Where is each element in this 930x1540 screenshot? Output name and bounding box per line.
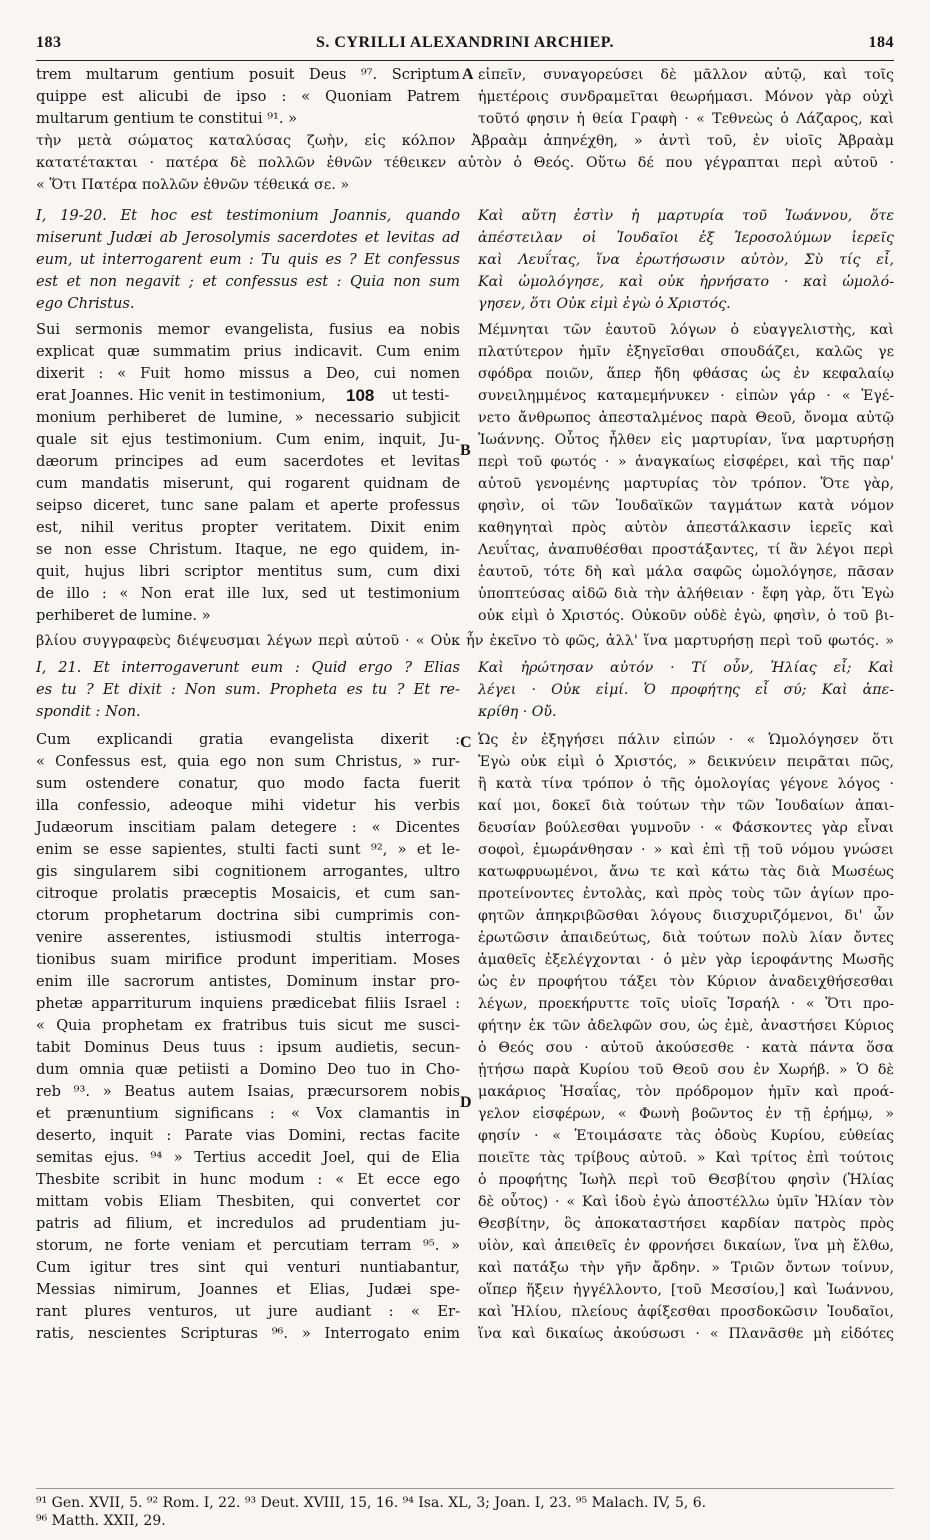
greek-line: εἰπεῖν, συναγορεύσει δὲ μᾶλλον αὐτῷ, καὶ τοῖς (478, 67, 894, 83)
greek-line: τοῦτό φησιν ἡ θεία Γραφὴ · « Τεθνεὼς ὁ Λάζαρος, καὶ (478, 111, 894, 127)
greek-line: λέγων, προεκήρυττε τοῖς υἱοῖς Ἰσραήλ · « Ὅτι προ- (478, 996, 894, 1012)
latin-line: deserto, inquit : Parate vias Domini, rectas facite (36, 1127, 460, 1144)
column-number: 108 (346, 386, 375, 405)
latin-line: seipso diceret, tunc sane palam et aperte professus (36, 497, 460, 514)
greek-line: Λευΐτας, ἀναπυθέσθαι προστάξαντες, τί ἂν λέγοι περὶ (478, 542, 894, 558)
latin-line: venire asserentes, istiusmodi stultis interroga- (36, 929, 460, 946)
latin-line: phetæ apparriturum inquiens prædicebat filiis Israel : (36, 995, 460, 1012)
latin-line: storum, ne forte veniam et percutiam terram ⁹⁵. » (36, 1237, 460, 1254)
header-rule (36, 60, 894, 61)
latin-line: ratis, nescientes Scripturas ⁹⁶. » Interrogato enim (36, 1325, 460, 1342)
greek-line: σφόδρα ποιῶν, ἅπερ ἤδη φθάσας ὡς ἐν κεφαλαίῳ (478, 366, 894, 382)
latin-line: Cum explicandi gratia evangelista dixerit : (36, 731, 460, 748)
latin-line: « Confessus est, quia ego non sum Christus, » rur- (36, 753, 460, 770)
greek-line: φησίν · « Ἑτοιμάσατε τὰς ὁδοὺς Κυρίου, εὐθείας (478, 1128, 894, 1144)
greek-line: καθηγηταὶ πρὸς αὐτὸν ἀπεστάλκασιν ἱερεῖς καὶ (478, 520, 894, 536)
latin-line: perhiberet de lumine. » (36, 607, 211, 624)
page-number-left: 183 (36, 34, 62, 51)
footnote-rule (36, 1488, 894, 1489)
greek-line: Θεσβίτην, ὃς ἀποκαταστήσει καρδίαν πατρὸς πρὸς (478, 1216, 894, 1232)
greek-line: συνειλημμένος καταμεμήνυκεν · εἰπὼν γάρ · « Ἐγέ- (478, 388, 894, 404)
greek-line: καί μοι, δοκεῖ διὰ τούτων τὴν τῶν Ἰουδαίων ἀπαι- (478, 798, 894, 814)
section-marker-a: A (462, 66, 474, 83)
lemma-line: es tu ? Et dixit : Non sum. Propheta es tu ? Et re- (36, 681, 460, 698)
greek-line: Ἐγὼ οὐκ εἰμὶ ὁ Χριστός, » δεικνύειν πειρᾶται πῶς, (478, 754, 894, 770)
greek-line: Μέμνηται τῶν ἑαυτοῦ λόγων ὁ εὐαγγελιστὴς, καὶ (478, 322, 894, 338)
lemma-line: eum, ut interrogarent eum : Tu quis es ? Et confessus (36, 251, 460, 268)
latin-line: Judæorum inscitiam palam detegere : « Dicentes (36, 819, 460, 836)
greek-line: ἑαυτοῦ, τότε δὴ καὶ μάλα σαφῶς ὡμολόγησε, πᾶσαν (478, 564, 894, 580)
greek-line: δευσίαν βούλεσθαι γυμνοῦν · « Φάσκοντες γὰρ εἶναι (478, 820, 894, 836)
lemma-line: miserunt Judæi ab Jerosolymis sacerdotes et levitas ad (36, 229, 460, 246)
greek-line: ἀμαθεῖς ἐξελέγχονται · ὁ μὲν γὰρ ἱεροφάντης Μωσῆς (478, 952, 894, 968)
latin-line-fragment: ut testi- (392, 387, 450, 404)
latin-line: erat Joannes. Hic venit in testimonium, (36, 387, 326, 404)
latin-line: trem multarum gentium posuit Deus ⁹⁷. Scriptum (36, 66, 460, 83)
greek-line: καὶ Ἠλίου, πλείους ἀφίξεσθαι προσδοκῶσιν Ἰουδαῖοι, (478, 1304, 894, 1320)
latin-line: monium perhiberet de lumine, » necessario subjicit (36, 409, 460, 426)
latin-line: se non esse Christum. Itaque, ne ego quidem, in- (36, 541, 460, 558)
greek-lemma-line: λέγει · Οὐκ εἰμί. Ὁ προφήτης εἶ σύ; Καὶ ἀπε- (478, 682, 894, 698)
greek-lemma-line: ἀπέστειλαν οἱ Ἰουδαῖοι ἐξ Ἱεροσολύμων ἱερεῖς (478, 230, 894, 246)
full-width-line: « Ὅτι Πατέρα πολλῶν ἐθνῶν τέθεικά σε. » (36, 177, 350, 193)
greek-lemma-line: κρίθη · Οὔ. (478, 704, 557, 720)
section-marker-c: C (460, 734, 472, 751)
greek-line: νετο ἄνθρωπος ἀπεσταλμένος παρὰ Θεοῦ, ὄνομα αὐτῷ (478, 410, 894, 426)
latin-line: enim se esse sapientes, stulti facti sunt ⁹², » et le- (36, 841, 460, 858)
page-header (36, 34, 894, 58)
latin-line: rant plures venturos, ut jure audiant : « Er- (36, 1303, 460, 1320)
lemma-line: I, 19-20. Et hoc est testimonium Joannis, quando (36, 207, 460, 224)
latin-line: dixerit : « Fuit homo missus a Deo, cui nomen (36, 365, 460, 382)
latin-line: Sui sermonis memor evangelista, fusius ea nobis (36, 321, 460, 338)
full-width-line: τὴν μετὰ σώματος καταλύσας ζωὴν, εἰς κόλπον Ἀβραὰμ ἀπηνέχθη, » ἀντὶ τοῦ, ἐν υἱοῖς Ἀβραὰμ (36, 133, 894, 149)
latin-line: de illo : « Non erat ille lux, sed ut testimonium (36, 585, 460, 602)
greek-line: υἱὸν, καὶ ἀπειθεῖς ἐν φρονήσει δικαίων, ἵνα μὴ ἔλθω, (478, 1238, 894, 1254)
full-width-line: κατατέτακται · πατέρα δὲ πολλῶν ἐθνῶν τέθεικεν αὐτὸν ὁ Θεός. Οὕτω δέ που γέγραπται περὶ αὐτοῦ · (36, 155, 894, 171)
latin-line: ctorum prophetarum doctrina sibi cumprimis con- (36, 907, 460, 924)
greek-line: περὶ τοῦ φωτός · » ἀναγκαίως εἰσφέρει, καὶ τῆς παρ' (478, 454, 894, 470)
latin-line: sum ostendere conatur, quo modo facta fuerit (36, 775, 460, 792)
greek-line: ποιεῖτε τὰς τρίβους αὐτοῦ. » Καὶ τρίτος ἐπὶ τούτοις (478, 1150, 894, 1166)
greek-line: σοφοὶ, ἐμωράνθησαν · » καὶ ἐπὶ τῇ τοῦ νόμου γνώσει (478, 842, 894, 858)
greek-line: ἢ κατὰ τίνα τρόπον ὁ τῆς ὁμολογίας γέγονε λόγος · (478, 776, 894, 792)
latin-line: mittam vobis Eliam Thesbiten, qui convertet cor (36, 1193, 460, 1210)
latin-line: Cum igitur tres sint qui venturi nuntiabantur, (36, 1259, 460, 1276)
footnote-line: ⁹⁶ Matth. XXII, 29. (36, 1513, 166, 1529)
greek-line: ᾐτήσω παρὰ Κυρίου τοῦ Θεοῦ σου ἐν Χωρήβ. » Ὁ δὲ (478, 1062, 894, 1078)
latin-line: dum omnia quæ petiisti a Domino Deo tuo in Cho- (36, 1061, 460, 1078)
greek-line: φήτην ἐκ τῶν ἀδελφῶν σου, ὡς ἐμὲ, ἀναστήσει Κύριος (478, 1018, 894, 1034)
greek-line: ἐρωτῶσιν ἀπαιδεύτως, διὰ τούτων πολὺ λίαν ὄντες (478, 930, 894, 946)
greek-line: Ἰωάννης. Οὗτος ἦλθεν εἰς μαρτυρίαν, ἵνα μαρτυρήσῃ (478, 432, 894, 448)
latin-line: « Quia prophetam ex fratribus tuis sicut me susci- (36, 1017, 460, 1034)
full-width-line: βλίου συγγραφεὺς διέψευσμαι λέγων περὶ αὐτοῦ · « Οὐκ ἦν ἐκεῖνο τὸ φῶς, ἀλλ' ἵνα μαρτυρήσῃ περὶ τοῦ φωτός. » (36, 633, 894, 649)
page-number-right: 184 (868, 34, 894, 51)
latin-line: enim ille sacrorum antistes, Dominum instar pro- (36, 973, 460, 990)
latin-line: illa confessio, adeoque mihi videtur his verbis (36, 797, 460, 814)
lemma-line: spondit : Non. (36, 703, 141, 720)
greek-line: πλατύτερον ἡμῖν ἐξηγεῖσθαι σπουδάζει, καλῶς γε (478, 344, 894, 360)
greek-line: ὁ Θεός σου · αὐτοῦ ἀκούσεσθε · κατὰ πάντα ὅσα (478, 1040, 894, 1056)
latin-line: dæorum principes ad eum sacerdotes et levitas (36, 453, 460, 470)
greek-line: Ὡς ἐν ἐξηγήσει πάλιν εἰπών · « Ὡμολόγησεν ὅτι (478, 732, 894, 748)
latin-line: Messias nimirum, Joannes et Elias, Judæi spe- (36, 1281, 460, 1298)
lemma-line: I, 21. Et interrogaverunt eum : Quid ergo ? Elias (36, 659, 460, 676)
latin-line: est, nihil veritus propter veritatem. Dixit enim (36, 519, 460, 536)
latin-line: semitas ejus. ⁹⁴ » Tertius accedit Joel, qui de Elia (36, 1149, 460, 1166)
greek-line: ἵνα καὶ δικαίως ἀκούσωσι · « Πλανᾶσθε μὴ εἰδότες (478, 1326, 894, 1342)
latin-line: gis singularem sibi cognitionem arrogantes, ultro (36, 863, 460, 880)
lemma-line: ego Christus. (36, 295, 135, 312)
greek-line: γελον εἰσφέρων, « Φωνὴ βοῶντος ἐν τῇ ἐρήμῳ, » (478, 1106, 894, 1122)
greek-line: ἡμετέροις συνδραμεῖται θεωρήμασι. Μόνον γὰρ οὐχὶ (478, 89, 894, 105)
latin-line: cum mandatis miserunt, qui rogarent quidnam de (36, 475, 460, 492)
latin-line: multarum gentium te constitui ⁹¹. » (36, 110, 298, 127)
greek-line: προτείνοντες ἐντολὰς, καὶ πρὸς τοὺς τῶν ἁγίων προ- (478, 886, 894, 902)
latin-line: quale sit ejus testimonium. Cum enim, inquit, Ju- (36, 431, 460, 448)
greek-lemma-line: γησεν, ὅτι Οὐκ εἰμὶ ἐγὼ ὁ Χριστός. (478, 296, 731, 312)
greek-line: οἵπερ ἥξειν ἠγγέλλοντο, [τοῦ Μεσσίου,] καὶ Ἰωάννου, (478, 1282, 894, 1298)
latin-line: reb ⁹³. » Beatus autem Isaias, præcursorem nobis (36, 1083, 460, 1100)
greek-line: μακάριος Ἡσαΐας, τὸν πρόδρομον ἡμῖν καὶ προά- (478, 1084, 894, 1100)
greek-lemma-line: Καὶ αὕτη ἐστὶν ἡ μαρτυρία τοῦ Ἰωάννου, ὅτε (478, 208, 894, 224)
greek-line: αὐτοῦ γενομένης μαρτυρίας τὸν τρόπον. Ὅτε γὰρ, (478, 476, 894, 492)
greek-line: ὡς ἐν προφήτου τάξει τὸν Κύριον ἀναδειχθήσεσθαι (478, 974, 894, 990)
greek-line: ὑποπτεύσας αἰδῶ διὰ τὴν ἀλήθειαν · ἔφη γὰρ, ὅτι Ἐγὼ (478, 586, 894, 602)
latin-line: tionibus suam mirifice produnt imperitiam. Moses (36, 951, 460, 968)
greek-line: κατωφρυωμένοι, ἄνω τε καὶ κάτω τὰς διὰ Μωσέως (478, 864, 894, 880)
greek-line: οὐκ εἰμὶ ὁ Χριστός. Οὐκοῦν οὐδὲ ἐγὼ, φησὶν, ὁ τοῦ βι- (478, 608, 894, 624)
greek-line: δὲ οὗτος) · « Καὶ ἰδοὺ ἐγὼ ἀποστέλλω ὑμῖν Ἠλίαν τὸν (478, 1194, 894, 1210)
greek-lemma-line: καὶ Λευΐτας, ἵνα ἐρωτήσωσιν αὐτὸν, Σὺ τίς εἶ, (478, 252, 894, 268)
latin-line: tabit Dominus Deus tuus : ipsum audietis, secun- (36, 1039, 460, 1056)
latin-line: quit, hujus libri scriptor mentitus sum, cum dixi (36, 563, 460, 580)
section-marker-b: B (460, 442, 471, 459)
greek-line: ὁ προφήτης Ἰωὴλ περὶ τοῦ Θεσβίτου φησὶν (Ἠλίας (478, 1172, 894, 1188)
greek-line: καὶ πατάξω τὴν γῆν ἄρδην. » Τριῶν ὄντων τοίνυν, (478, 1260, 894, 1276)
latin-line: Thesbite scribit in hunc modum : « Et ecce ego (36, 1171, 460, 1188)
latin-line: explicat quæ summatim prius indicavit. Cum enim (36, 343, 460, 360)
section-marker-d: D (460, 1094, 472, 1111)
running-title: S. CYRILLI ALEXANDRINI ARCHIEP. (315, 34, 615, 51)
lemma-line: est et non negavit ; et confessus est : Quia non sum (36, 273, 460, 290)
latin-line: patris ad filium, et incredulos ad prudentiam ju- (36, 1215, 460, 1232)
greek-line: φησὶν, οἱ τῶν Ἰουδαϊκῶν ταγμάτων κατὰ νόμον (478, 498, 894, 514)
footnote-line: ⁹¹ Gen. XVII, 5. ⁹² Rom. I, 22. ⁹³ Deut. XVIII, 15, 16. ⁹⁴ Isa. XL, 3; Joan. I, 23. ⁹⁵ Malach. IV, 5, 6. (36, 1495, 707, 1511)
greek-lemma-line: Καὶ ὡμολόγησε, καὶ οὐκ ἠρνήσατο · καὶ ὡμολό- (478, 274, 894, 290)
greek-lemma-line: Καὶ ἠρώτησαν αὐτόν · Τί οὖν, Ἠλίας εἶ; Καὶ (478, 660, 894, 676)
latin-line: citroque prolatis præceptis Mosaicis, et cum san- (36, 885, 460, 902)
greek-line: φητῶν ἀπηκριβῶσθαι λόγους διισχυριζόμενοι, δι' ὧν (478, 908, 894, 924)
latin-line: quippe est alicubi de ipso : « Quoniam Patrem (36, 88, 460, 105)
latin-line: et prænuntium significans : « Vox clamantis in (36, 1105, 460, 1122)
